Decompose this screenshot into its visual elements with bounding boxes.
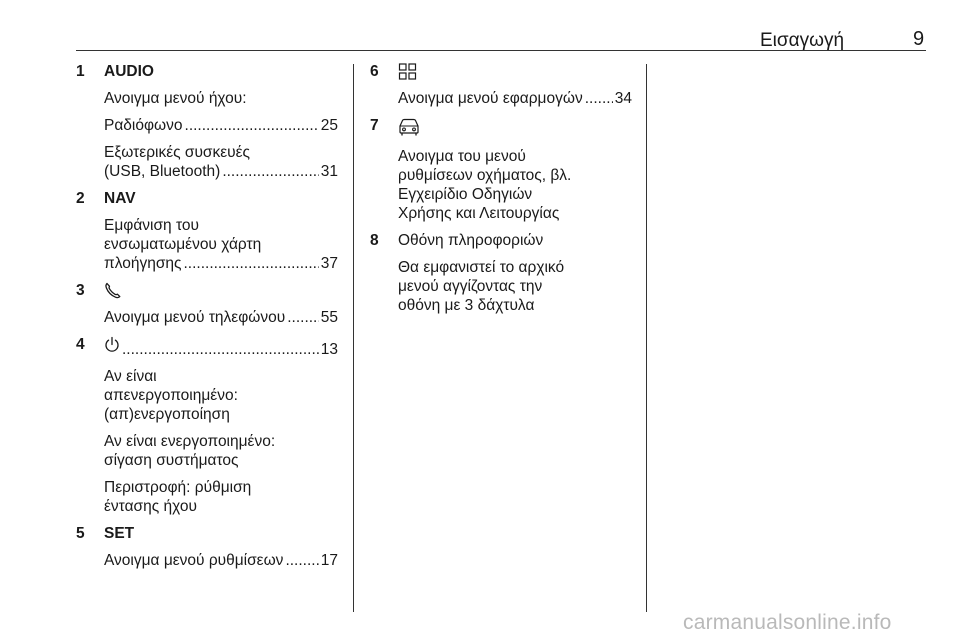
item-number: 6 [370,63,379,80]
item-number: 4 [76,336,85,353]
leader-dots [185,116,319,135]
item-text: σίγαση συστήματος [104,452,239,469]
leader-dots [122,340,319,359]
item-number: 3 [76,282,85,299]
item-text: Αν είναι ενεργοποιημένο: [104,433,276,450]
column-divider-left [353,64,354,612]
item-6-apps [370,62,632,108]
column-2 [370,62,632,315]
item-title: SET [104,525,135,542]
item-8-info-display [370,231,632,315]
item-text: Περιστροφή: ρύθμιση [104,479,252,496]
item-number: 5 [76,525,85,542]
toc-entry[interactable]: πλοήγησης ..... 37 [104,254,338,273]
item-number: 2 [76,190,85,207]
leader-dots [183,254,318,273]
leader-dots [285,551,318,570]
item-text: (απ)ενεργοποίηση [104,406,230,423]
item-title: NAV [104,190,136,207]
column-1 [76,62,338,570]
item-text: οθόνη με 3 δάχτυλα [398,297,535,314]
item-text: Εμφάνιση του [104,217,199,234]
page-number: 9 [913,28,925,50]
leader-dots [222,162,318,181]
item-text: Θα εμφανιστεί το αρχικό [398,259,565,276]
item-5-set [76,524,338,570]
toc-entry[interactable]: Ανοιγμα μενού εφαρμογών ..... 34 [398,89,632,108]
watermark: carmanualsonline.info [683,611,892,634]
item-text: ρυθμίσεων οχήματος, βλ. [398,167,572,184]
car-icon [398,116,420,139]
item-2-nav [76,189,338,273]
item-text: Ανοιγμα του μενού [398,148,526,165]
item-title: Οθόνη πληροφοριών [398,232,544,249]
phone-icon [104,281,122,300]
item-number: 1 [76,63,85,80]
column-divider-right [646,64,647,612]
header-rule [76,50,926,51]
toc-entry[interactable]: Ανοιγμα μενού ρυθμίσεων ..... 17 [104,551,338,570]
item-number: 7 [370,117,379,134]
item-text: μενού αγγίζοντας την [398,278,543,295]
item-text: Εγχειρίδιο Οδηγιών [398,186,533,203]
item-number: 8 [370,232,379,249]
apps-grid-icon [398,62,418,81]
item-title: AUDIO [104,63,154,80]
item-1-audio [76,62,338,181]
toc-entry[interactable]: ..... 13 [104,335,338,359]
toc-entry[interactable]: (USB, Bluetooth) ..... 31 [104,162,338,181]
item-4-power [76,335,338,516]
toc-entry[interactable]: Ανοιγμα μενού τηλεφώνου ..... 55 [104,308,338,327]
item-text: ενσωματωμένου χάρτη [104,236,262,253]
leader-dots [287,308,319,327]
toc-entry[interactable]: Ραδιόφωνο ..... 25 [104,116,338,135]
power-icon [104,335,120,354]
item-text: Εξωτερικές συσκευές [104,144,251,161]
item-7-vehicle [370,116,632,223]
item-text: Αν είναι [104,368,157,385]
leader-dots [585,89,613,108]
item-text: Χρήσης και Λειτουργίας [398,205,560,222]
item-text: έντασης ήχου [104,498,197,515]
page-title: Εισαγωγή [760,30,845,51]
item-text: Ανοιγμα μενού ήχου: [104,90,247,107]
item-3-phone [76,281,338,327]
item-text: απενεργοποιημένο: [104,387,238,404]
